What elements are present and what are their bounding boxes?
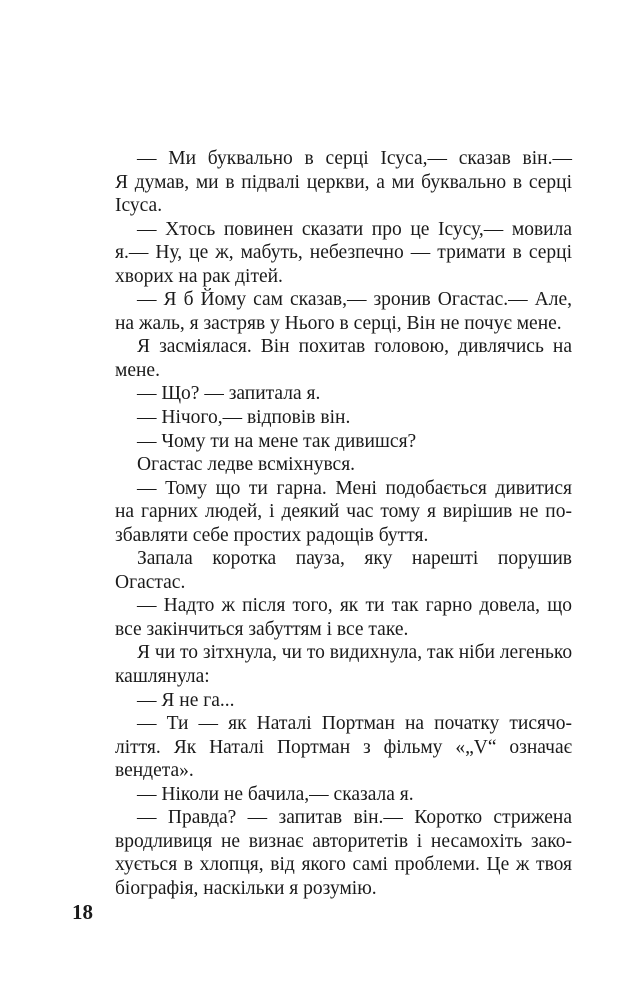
text-line: Ісуса. xyxy=(115,195,163,217)
text-line: Огастас. xyxy=(115,571,186,593)
text-line: — Ти — як Наталі Портман на початку тисячо- xyxy=(137,713,572,735)
text-line: — Нічого,— відповів він. xyxy=(137,407,351,429)
paragraph xyxy=(115,712,572,783)
text-line: ліття. Як Наталі Портман з фільму «„V“ означає xyxy=(115,736,572,758)
paragraph xyxy=(115,806,572,900)
text-line: біографія, наскільки я розумію. xyxy=(115,877,377,899)
paragraph xyxy=(115,594,572,641)
text-line: Я чи то зітхнула, чи то видихнула, так ніби легенько xyxy=(137,642,573,664)
text-line: — Я б Йому сам сказав,— зронив Огастас.— Але, xyxy=(137,289,572,311)
paragraph xyxy=(115,689,572,713)
text-line: на гарних людей, і деякий час тому я вирішив не по- xyxy=(115,501,572,523)
text-line: хворих на рак дітей. xyxy=(115,265,283,287)
text-line: Я засміялася. Він похитав головою, дивлячись на xyxy=(137,336,572,358)
text-line: — Що? — запитала я. xyxy=(137,383,321,405)
paragraph xyxy=(115,641,572,688)
text-line: все закінчиться забуттям і все таке. xyxy=(115,618,409,640)
text-line: — Правда? — запитав він.— Коротко стрижена xyxy=(137,807,572,829)
text-line: збавляти себе простих радощів буття. xyxy=(115,524,429,546)
text-line: я.— Ну, це ж, мабуть, небезпечно — тримати в серці xyxy=(115,242,572,264)
paragraph xyxy=(115,547,572,594)
paragraph xyxy=(115,783,572,807)
text-line: — Ми буквально в серці Ісуса,— сказав він.— xyxy=(137,148,572,169)
paragraph xyxy=(115,147,572,218)
paragraph xyxy=(115,218,572,289)
page-number: 18 xyxy=(72,900,93,924)
text-line: мене. xyxy=(115,359,160,381)
text-line: кашлянула: xyxy=(115,666,210,688)
text-line: вендета». xyxy=(115,760,194,782)
text-line: — Ніколи не бачила,— сказала я. xyxy=(137,783,414,805)
text-line: Я думав, ми в підвалі церкви, а ми буквально в серці xyxy=(115,171,572,193)
text-line: — Надто ж після того, як ти так гарно довела, що xyxy=(137,595,572,617)
text-line: Огастас ледве всміхнувся. xyxy=(137,454,356,476)
text-line: — Тому що ти гарна. Мені подобається дивитися xyxy=(137,477,572,499)
paragraph xyxy=(115,406,572,430)
text-line: — Чому ти на мене так дивишся? xyxy=(137,430,417,452)
paragraph xyxy=(115,335,572,382)
text-line: хується в хлопця, від якого самі проблеми. Це ж твоя xyxy=(115,854,572,876)
text-line: на жаль, я застряв у Нього в серці, Він не почує мене. xyxy=(115,312,562,334)
text-line: вродливиця не визнає авторитетів і несамохіть зако- xyxy=(115,830,572,852)
paragraph xyxy=(115,477,572,548)
text-line: Запала коротка пауза, яку нарешті порушив xyxy=(137,548,572,570)
paragraph xyxy=(115,430,572,454)
text-line: — Хтось повинен сказати про це Ісусу,— мовила xyxy=(137,218,572,240)
paragraph xyxy=(115,288,572,335)
text-line: — Я не га... xyxy=(137,689,235,711)
paragraph xyxy=(115,382,572,406)
body-text xyxy=(115,147,572,901)
paragraph xyxy=(115,453,572,477)
